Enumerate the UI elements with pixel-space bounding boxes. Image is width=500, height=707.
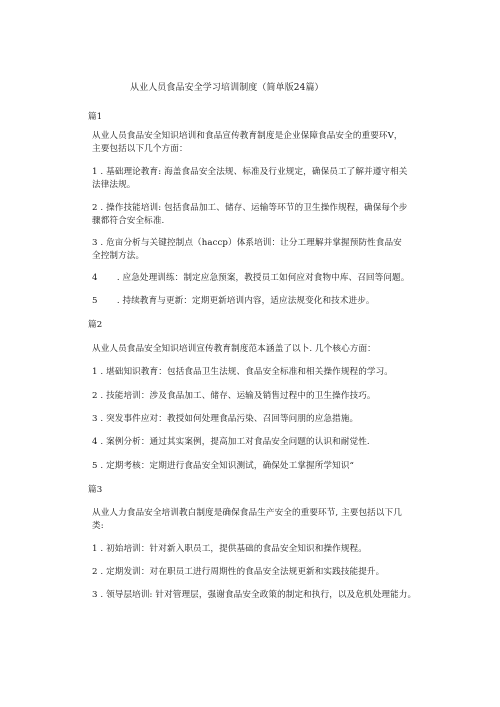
item-text: . 初始培训：针对新入职员工，提供基础的食品安全知识和操作规程。 bbox=[100, 544, 367, 554]
item-text: . 技能培训：涉及食品加工、储存、运输及销售过程中的卫生操作技巧。 bbox=[100, 391, 376, 401]
list-item bbox=[92, 460, 354, 473]
list-item bbox=[92, 566, 384, 579]
item-text: . 危亩分析与关键控制点（haccp）体系培训：让分工理解并掌握预防性食品安全控制方法。 bbox=[92, 238, 402, 261]
item-number: 2 bbox=[92, 391, 98, 401]
item-number: 4 bbox=[92, 273, 98, 283]
item-text: . 堪础知识教育：包括食品卫生法规、食品安全标准和相关操作规程的学习。 bbox=[100, 367, 393, 377]
item-number: 4 bbox=[92, 437, 98, 447]
item-number: 2 bbox=[92, 567, 98, 577]
section-intro-1: 从业人员食品安全知识培训和食品宣传教育制度是企业保障食品安全的重要环V，主要包括以下几个方面： bbox=[92, 131, 403, 154]
item-number: 3 bbox=[92, 238, 98, 248]
item-number: 1 bbox=[92, 167, 98, 177]
item-text: . 基础理论教育: 海盖食品安全法规、标准及行业规定，确保员工了解并遵守相关法律法规。 bbox=[92, 167, 408, 190]
list-item bbox=[92, 202, 410, 228]
list-item bbox=[92, 589, 416, 602]
item-text: . 案例分析：通过其实案例，提高加工对食品安全问题的认识和耐觉性. bbox=[100, 437, 370, 447]
item-number: 1 bbox=[92, 367, 98, 377]
list-item bbox=[92, 237, 410, 263]
item-number: 1 bbox=[92, 544, 98, 554]
item-text: . 定期发训：对在职员工进行周期性的食品安全法规更新和实践技能提升。 bbox=[100, 567, 385, 577]
list-item bbox=[92, 390, 376, 403]
item-text: . 应急处理训练：制定应急预案，教授员工如何应对食物中库、召回等问题。 bbox=[116, 273, 410, 283]
section-heading-3: 篇3 bbox=[88, 485, 103, 495]
item-text: . 领导层培训: 针对管理层，强谢食品安全政策的制定和执行，以及危机处理能力。 bbox=[100, 590, 417, 600]
list-item bbox=[92, 543, 367, 556]
item-text: . 定期考核：定期进行食品安全知识测试，确保处工掌握所学知识“ bbox=[100, 461, 355, 471]
item-number: 5 bbox=[92, 461, 98, 471]
section-heading-1: 篇1 bbox=[88, 112, 103, 122]
item-number: 3 bbox=[92, 590, 98, 600]
list-item bbox=[92, 436, 370, 449]
list-item bbox=[92, 272, 409, 285]
item-number: 5 bbox=[92, 296, 98, 306]
item-text: . 操作技能培训: 包括食品加工、储存、运输等环节的卫生操作规程，确保每个步骤都符合安全标准. bbox=[92, 203, 408, 226]
item-number: 3 bbox=[92, 414, 98, 424]
section-intro-3: 从业人力食品安全培训教白制度是确保食品生产安全的重要环节, 主要包括以下几类: bbox=[92, 508, 402, 531]
list-item bbox=[92, 166, 410, 192]
section-intro-2: 从业人员食品安全知识培训宣传教育制度范本涵盖了以卜. 几个核心方面： bbox=[92, 344, 376, 354]
list-item bbox=[92, 295, 375, 308]
item-number: 2 bbox=[92, 203, 98, 213]
section-heading-2: 篇2 bbox=[88, 320, 103, 330]
list-item bbox=[92, 413, 358, 426]
list-item bbox=[92, 366, 393, 379]
document-title: 从业人员食品安全学习培训制度（简单版24篇） bbox=[130, 83, 324, 93]
item-text: . 突发事件应对：教授如何处理食品污染、召回等问朋的应急措施。 bbox=[100, 414, 359, 424]
item-text: . 持续教育与更新：定期更新培训内容，适应法规变化和技术进步。 bbox=[116, 296, 375, 306]
